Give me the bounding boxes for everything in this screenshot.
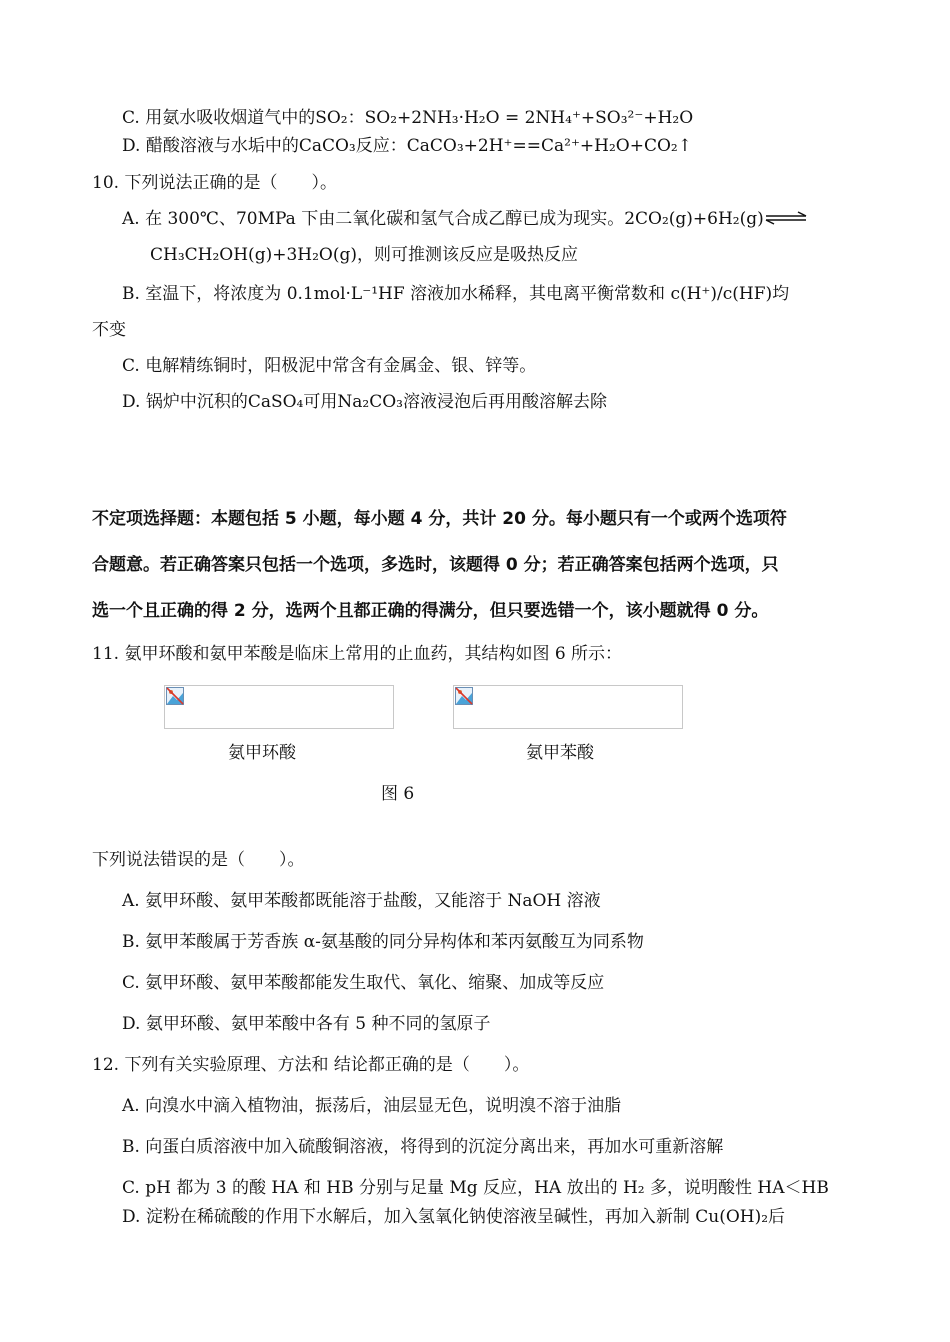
q10-stem: 10. 下列说法正确的是（ ）。 <box>92 173 337 193</box>
caption-tranexamic-acid: 氨甲环酸 <box>228 743 296 763</box>
q12-option-d: D. 淀粉在稀硫酸的作用下水解后，加入氢氧化钠使溶液呈碱性，再加入新制 Cu(OH)₂后 <box>122 1207 786 1227</box>
q11-question: 下列说法错误的是（ ）。 <box>92 850 305 870</box>
equilibrium-arrow-icon <box>764 209 808 231</box>
q10-option-b-line2: 不变 <box>92 320 126 340</box>
broken-image-icon <box>166 687 184 705</box>
structure-image-tranexamic-acid <box>164 685 394 729</box>
broken-image-icon <box>455 687 473 705</box>
q12-option-c: C. pH 都为 3 的酸 HA 和 HB 分别与足量 Mg 反应，HA 放出的 H₂ 多，说明酸性 HA＜HB <box>122 1178 829 1198</box>
q12-option-a: A. 向溴水中滴入植物油，振荡后，油层显无色，说明溴不溶于油脂 <box>122 1096 622 1116</box>
q11-option-c: C. 氨甲环酸、氨甲苯酸都能发生取代、氧化、缩聚、加成等反应 <box>122 973 605 993</box>
figure-label: 图 6 <box>381 784 415 804</box>
q10-option-c: C. 电解精练铜时，阳极泥中常含有金属金、银、锌等。 <box>122 356 537 376</box>
q11-option-d: D. 氨甲环酸、氨甲苯酸中各有 5 种不同的氢原子 <box>122 1014 491 1034</box>
q10-option-a-text: A. 在 300℃、70MPa 下由二氧化碳和氢气合成乙醇已成为现实。2CO₂(g)+6H₂(g) <box>122 209 764 229</box>
caption-aminomethylbenzoic-acid: 氨甲苯酸 <box>526 743 594 763</box>
q9-option-d: D. 醋酸溶液与水垢中的CaCO₃反应：CaCO₃+2H⁺==Ca²⁺+H₂O+CO₂↑ <box>122 136 692 156</box>
q12-option-b: B. 向蛋白质溶液中加入硫酸铜溶液，将得到的沉淀分离出来，再加水可重新溶解 <box>122 1137 724 1157</box>
q11-option-a: A. 氨甲环酸、氨甲苯酸都既能溶于盐酸，又能溶于 NaOH 溶液 <box>122 891 601 911</box>
section-instructions-line2: 合题意。若正确答案只包括一个选项，多选时，该题得 0 分；若正确答案包括两个选项，只 <box>92 555 779 575</box>
q11-stem: 11. 氨甲环酸和氨甲苯酸是临床上常用的止血药，其结构如图 6 所示： <box>92 644 623 664</box>
section-instructions-line3: 选一个且正确的得 2 分，选两个且都正确的得满分，但只要选错一个，该小题就得 0 分。 <box>92 601 769 621</box>
q10-option-a-line2: CH₃CH₂OH(g)+3H₂O(g)，则可推测该反应是吸热反应 <box>150 245 578 265</box>
section-instructions-line1: 不定项选择题：本题包括 5 小题，每小题 4 分，共计 20 分。每小题只有一个或两个选项符 <box>92 509 787 529</box>
structure-image-aminomethylbenzoic-acid <box>453 685 683 729</box>
q11-option-b: B. 氨甲苯酸属于芳香族 α-氨基酸的同分异构体和苯丙氨酸互为同系物 <box>122 932 644 952</box>
q10-option-b-line1: B. 室温下，将浓度为 0.1mol·L⁻¹HF 溶液加水稀释，其电离平衡常数和 c(H⁺)/c(HF)均 <box>122 284 790 304</box>
q12-stem: 12. 下列有关实验原理、方法和 结论都正确的是（ ）。 <box>92 1055 530 1075</box>
q9-option-c: C. 用氨水吸收烟道气中的SO₂：SO₂+2NH₃·H₂O = 2NH₄⁺+SO₃²⁻+H₂O <box>122 108 694 128</box>
q10-option-a-line1 <box>122 208 808 231</box>
q10-option-d: D. 锅炉中沉积的CaSO₄可用Na₂CO₃溶液浸泡后再用酸溶解去除 <box>122 392 607 412</box>
